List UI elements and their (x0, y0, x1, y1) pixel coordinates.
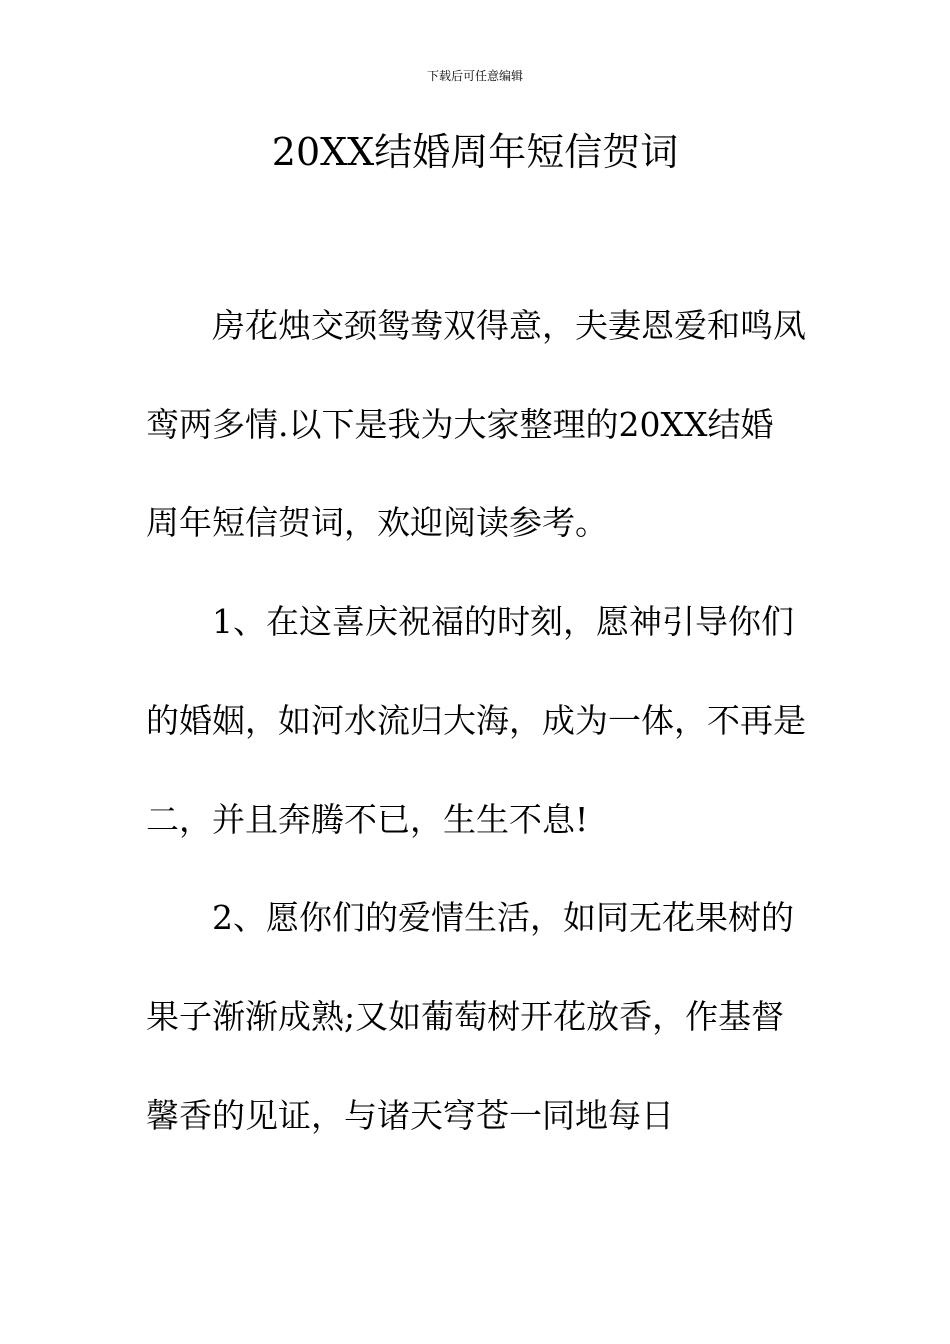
paragraph-item-2: 2、愿你们的爱情生活，如同无花果树的果子渐渐成熟;又如葡萄树开花放香，作基督馨香的见证，与诸天穹苍一同地每日 (146, 898, 794, 1135)
paragraph-intro: 房花烛交颈鸳鸯双得意，夫妻恩爱和鸣凤鸾两多情.以下是我为大家整理的20XX结婚周年短信贺词，欢迎阅读参考。 (146, 306, 806, 543)
header-note: 下载后可任意编辑 (426, 69, 523, 83)
document-title: 20XX结婚周年短信贺词 (271, 130, 679, 174)
document-body (146, 277, 806, 1165)
paragraph-item-1: 1、在这喜庆祝福的时刻，愿神引导你们的婚姻，如河水流归大海，成为一体，不再是二，并且奔腾不已，生生不息! (146, 602, 806, 839)
